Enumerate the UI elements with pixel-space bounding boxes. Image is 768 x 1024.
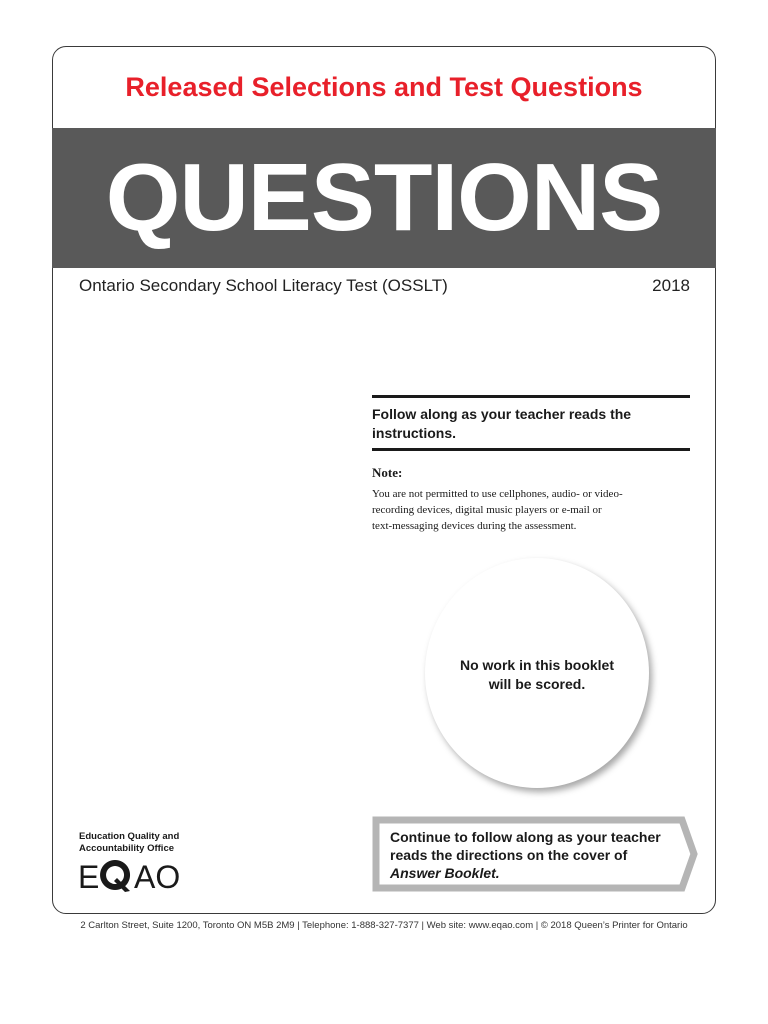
org-name-line-1: Education Quality and [79, 831, 180, 842]
page-title: QUESTIONS [105, 144, 663, 251]
test-name: Ontario Secondary School Literacy Test (OSSLT) [79, 276, 448, 295]
continue-line-2: reads the directions on the cover of [390, 847, 628, 863]
follow-along-box [372, 395, 690, 451]
note-title: Note: [372, 465, 403, 480]
continue-arrow-box [372, 816, 698, 892]
no-work-circle [425, 558, 649, 788]
svg-text:E: E [78, 859, 100, 892]
follow-along-text [372, 405, 690, 443]
note-body [372, 486, 682, 534]
circle-line-1: No work in this booklet [459, 657, 614, 673]
title-banner [52, 128, 716, 268]
eqao-logo [78, 858, 190, 897]
footer-address: 2 Carlton Street, Suite 1200, Toronto ON M5B 2M9 | Telephone: 1-888-327-7377 | Web site: www.eqao.com | © 2018 Queen’s Printer for Ontario [80, 920, 688, 931]
eqao-logo-mark [78, 858, 190, 892]
answer-booklet-title: Answer Booklet. [390, 865, 500, 881]
no-work-text [425, 656, 649, 694]
continue-text [390, 828, 661, 882]
follow-line-1: Follow along as your teacher reads the [372, 406, 632, 422]
organization-name [79, 831, 179, 855]
note-line-1: You are not permitted to use cellphones, audio- or video- [372, 488, 623, 500]
follow-line-2: instructions. [372, 425, 457, 441]
note-line-3: text-messaging devices during the assessment. [372, 520, 577, 532]
continue-line-3 [390, 864, 661, 882]
page-subtitle: Released Selections and Test Questions [125, 72, 643, 102]
circle-line-2: will be scored. [488, 676, 586, 692]
test-year: 2018 [652, 276, 690, 295]
continue-line-1: Continue to follow along as your teacher [390, 829, 661, 845]
org-name-line-2: Accountability Office [79, 843, 175, 854]
note-line-2: recording devices, digital music players or e-mail or [372, 504, 602, 516]
svg-text:AO: AO [134, 859, 181, 892]
